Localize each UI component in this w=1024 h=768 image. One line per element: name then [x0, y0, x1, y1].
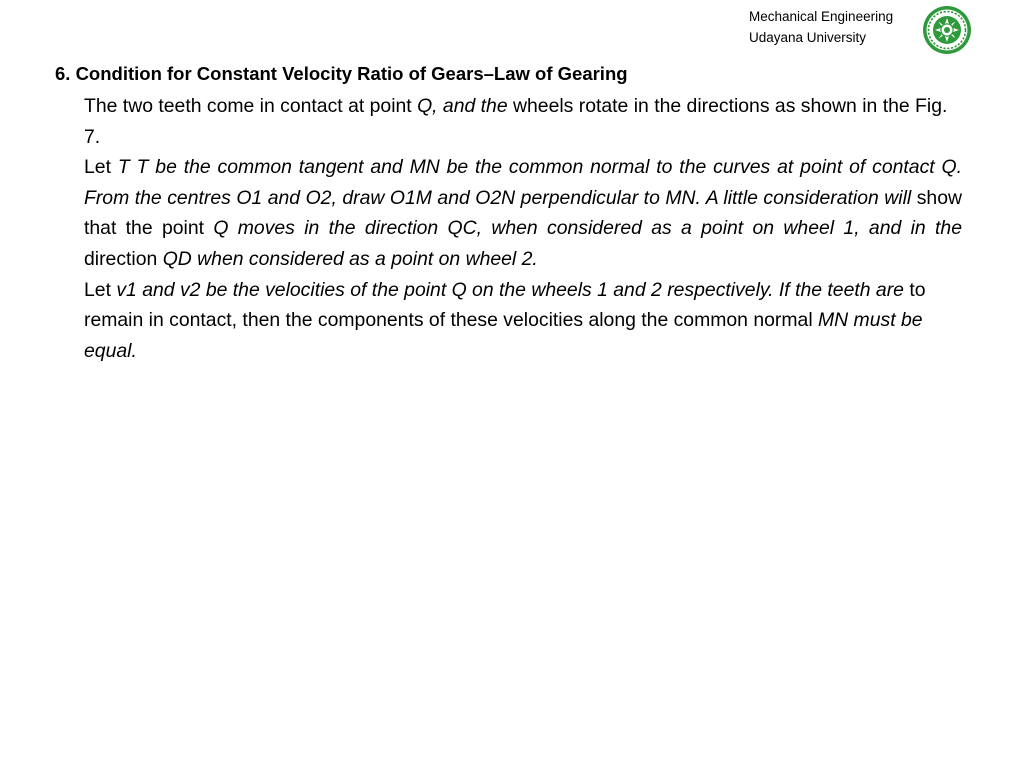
italic-run: v1 and v2 be the velocities of the point Q on the wheels 1 and 2 respectively. If the teeth are — [116, 278, 904, 301]
slide-title: 6. Condition for Constant Velocity Ratio of Gears–Law of Gearing — [55, 63, 628, 84]
header-institution — [749, 6, 893, 48]
italic-run: Q, and the — [417, 95, 508, 117]
header-department: Mechanical Engineering — [749, 9, 894, 24]
text-run: The two teeth come in contact at point — [84, 95, 418, 117]
italic-run: Q moves in the direction QC, when considered as a point on wheel 1, and in the — [213, 217, 962, 240]
text-run: Let — [84, 156, 118, 179]
paragraph-contact-point — [84, 91, 962, 152]
text-run: wheels rotate in the directions as shown in the Fig. 7. — [84, 95, 948, 148]
italic-run: T T be the common tangent and MN be the common normal to the curves at point of contact Q. From the centres O1 and O2, draw O1M and O2N perpendicular to MN. A little consideration will — [84, 156, 962, 209]
slide-body — [84, 91, 962, 366]
italic-run: MN must be equal. — [84, 309, 923, 362]
text-run: direction — [84, 247, 163, 270]
text-run: Let — [84, 278, 117, 301]
italic-run: QD when considered as a point on wheel 2. — [162, 247, 538, 270]
paragraph-common-normal — [84, 152, 962, 274]
university-emblem-icon — [922, 5, 972, 55]
text-run: show that the point — [84, 186, 962, 240]
header-university: Udayana University — [749, 30, 867, 45]
text-run: to remain in contact, then the components of these velocities along the common normal — [84, 278, 926, 332]
paragraph-velocities — [84, 275, 962, 367]
